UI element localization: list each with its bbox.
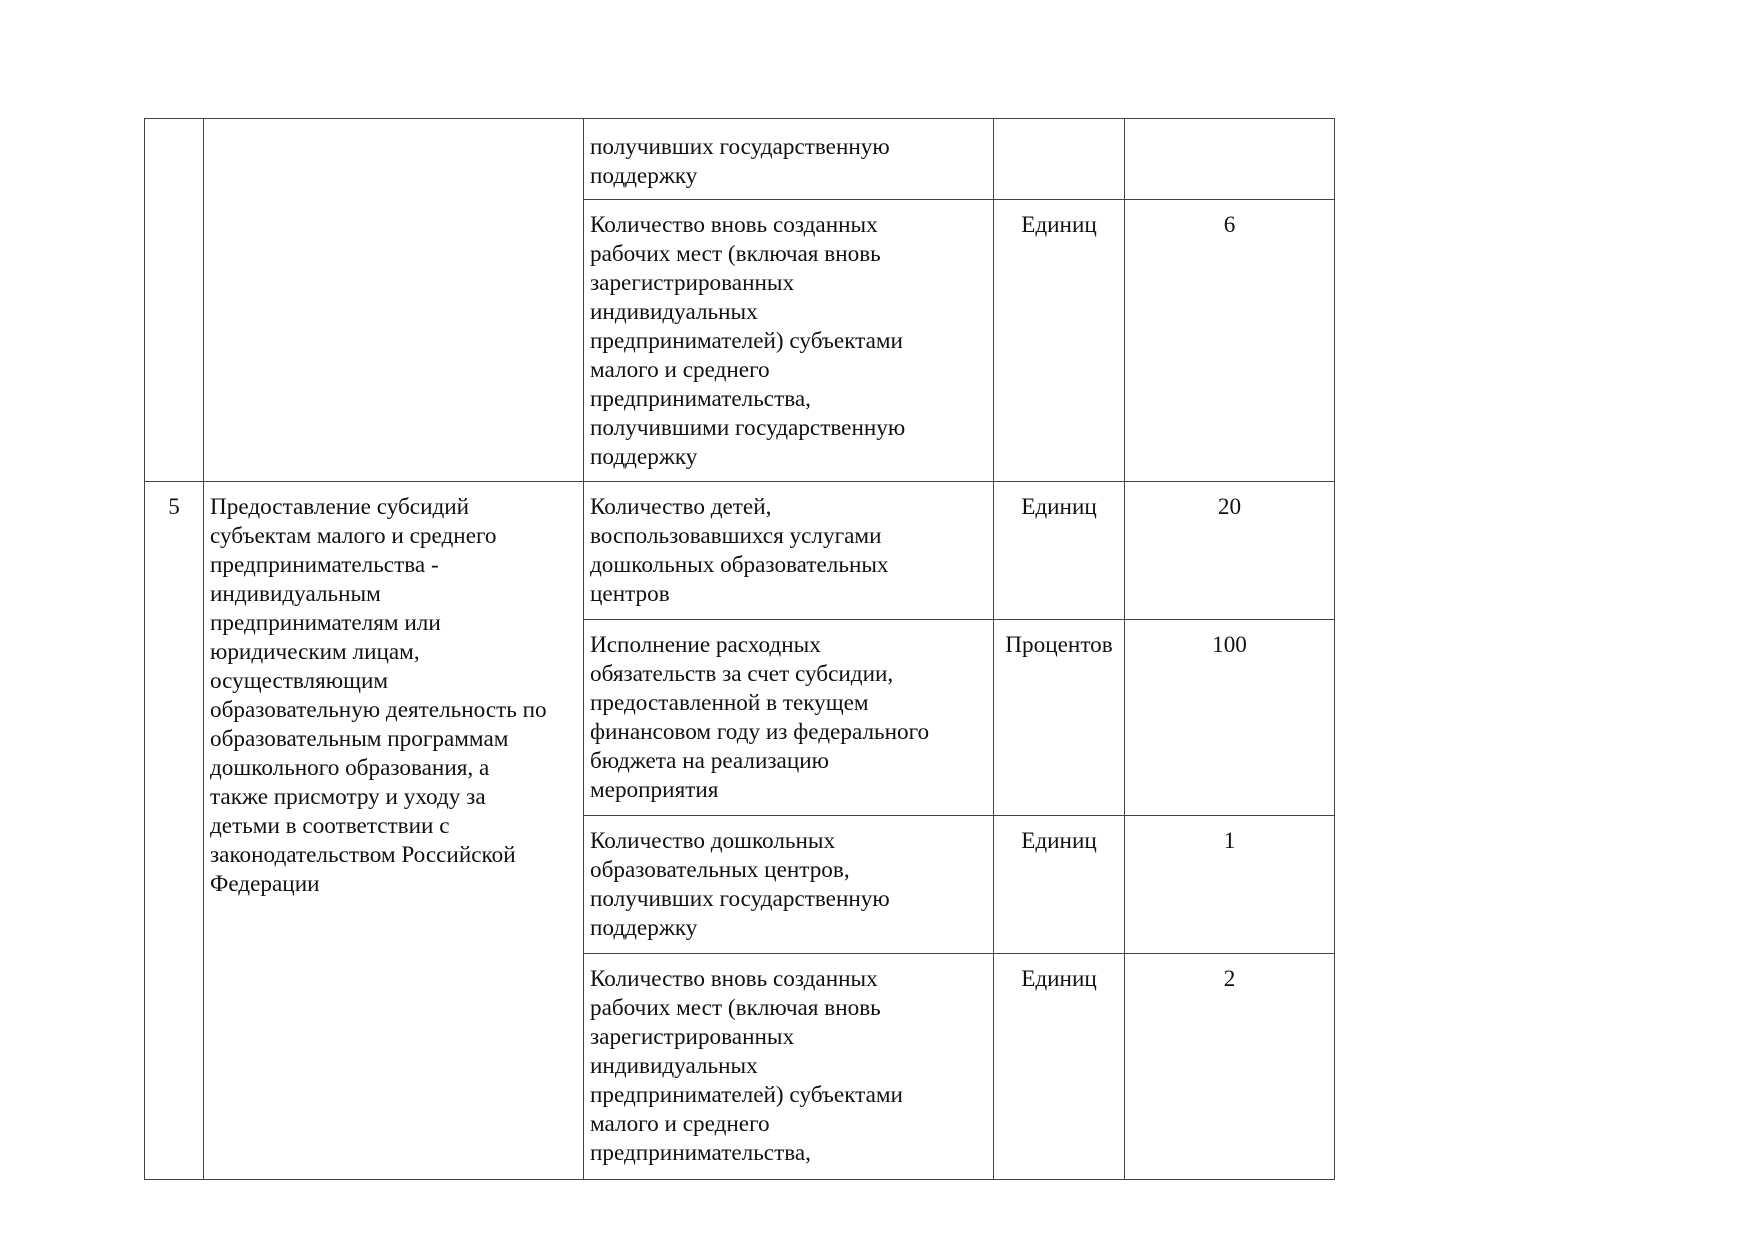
value-cell [1125, 816, 1335, 954]
row-number-cell [145, 119, 204, 482]
indicator-cell [584, 954, 994, 1180]
unit-text: Единиц [1021, 212, 1097, 238]
unit-cell [994, 200, 1125, 482]
indicator-text: Количество вновь созданных рабочих мест (включая вновь зарегистрированных индивидуальных предпринимателей) субъектами малого и среднего предпринимательства, [590, 966, 903, 1166]
table-row [145, 482, 1335, 620]
unit-text: Процентов [1005, 632, 1113, 658]
indicator-text: Количество дошкольных образовательных центров, получивших государственную поддержку [590, 828, 890, 941]
indicator-text: Количество детей, воспользовавшихся услугами дошкольных образовательных центров [590, 494, 889, 607]
indicators-table [144, 118, 1335, 1180]
table-row [145, 119, 1335, 200]
indicator-cell [584, 816, 994, 954]
indicator-cell [584, 119, 994, 200]
indicator-cell [584, 200, 994, 482]
unit-cell [994, 620, 1125, 816]
unit-cell [994, 119, 1125, 200]
unit-text: Единиц [1021, 494, 1097, 520]
event-name-cell [204, 119, 584, 482]
value-cell [1125, 482, 1335, 620]
event-name-text: Предоставление субсидий субъектам малого и среднего предпринимательства - индивидуальным предпринимателям или юридическим лицам, осуществляющим образовательную деятельность по образовательным программам дошкольного образования, а также присмотру и уходу за детьми в соответствии с законодательством Российской Федерации [210, 494, 547, 897]
value-text: 2 [1223, 966, 1236, 992]
row-number-text: 5 [168, 494, 180, 520]
value-cell [1125, 119, 1335, 200]
unit-cell [994, 954, 1125, 1180]
value-text: 20 [1217, 494, 1242, 520]
indicator-text: Количество вновь созданных рабочих мест (включая вновь зарегистрированных индивидуальных предпринимателей) субъектами малого и среднего предпринимательства, получившими государственную поддержку [590, 212, 906, 470]
value-cell [1125, 954, 1335, 1180]
indicator-text: получивших государственную поддержку [590, 134, 890, 189]
value-text: 100 [1212, 632, 1247, 658]
unit-text: Единиц [1021, 828, 1097, 854]
value-cell [1125, 200, 1335, 482]
value-text: 1 [1223, 828, 1236, 854]
value-text: 6 [1223, 212, 1236, 238]
unit-cell [994, 482, 1125, 620]
indicator-text: Исполнение расходных обязательств за счет субсидии, предоставленной в текущем финансовом году из федерального бюджета на реализацию мероприятия [590, 632, 930, 803]
indicator-cell [584, 482, 994, 620]
value-cell [1125, 620, 1335, 816]
row-number-cell [145, 482, 204, 1180]
event-name-cell [204, 482, 584, 1180]
indicator-cell [584, 620, 994, 816]
unit-text: Единиц [1021, 966, 1097, 992]
unit-cell [994, 816, 1125, 954]
